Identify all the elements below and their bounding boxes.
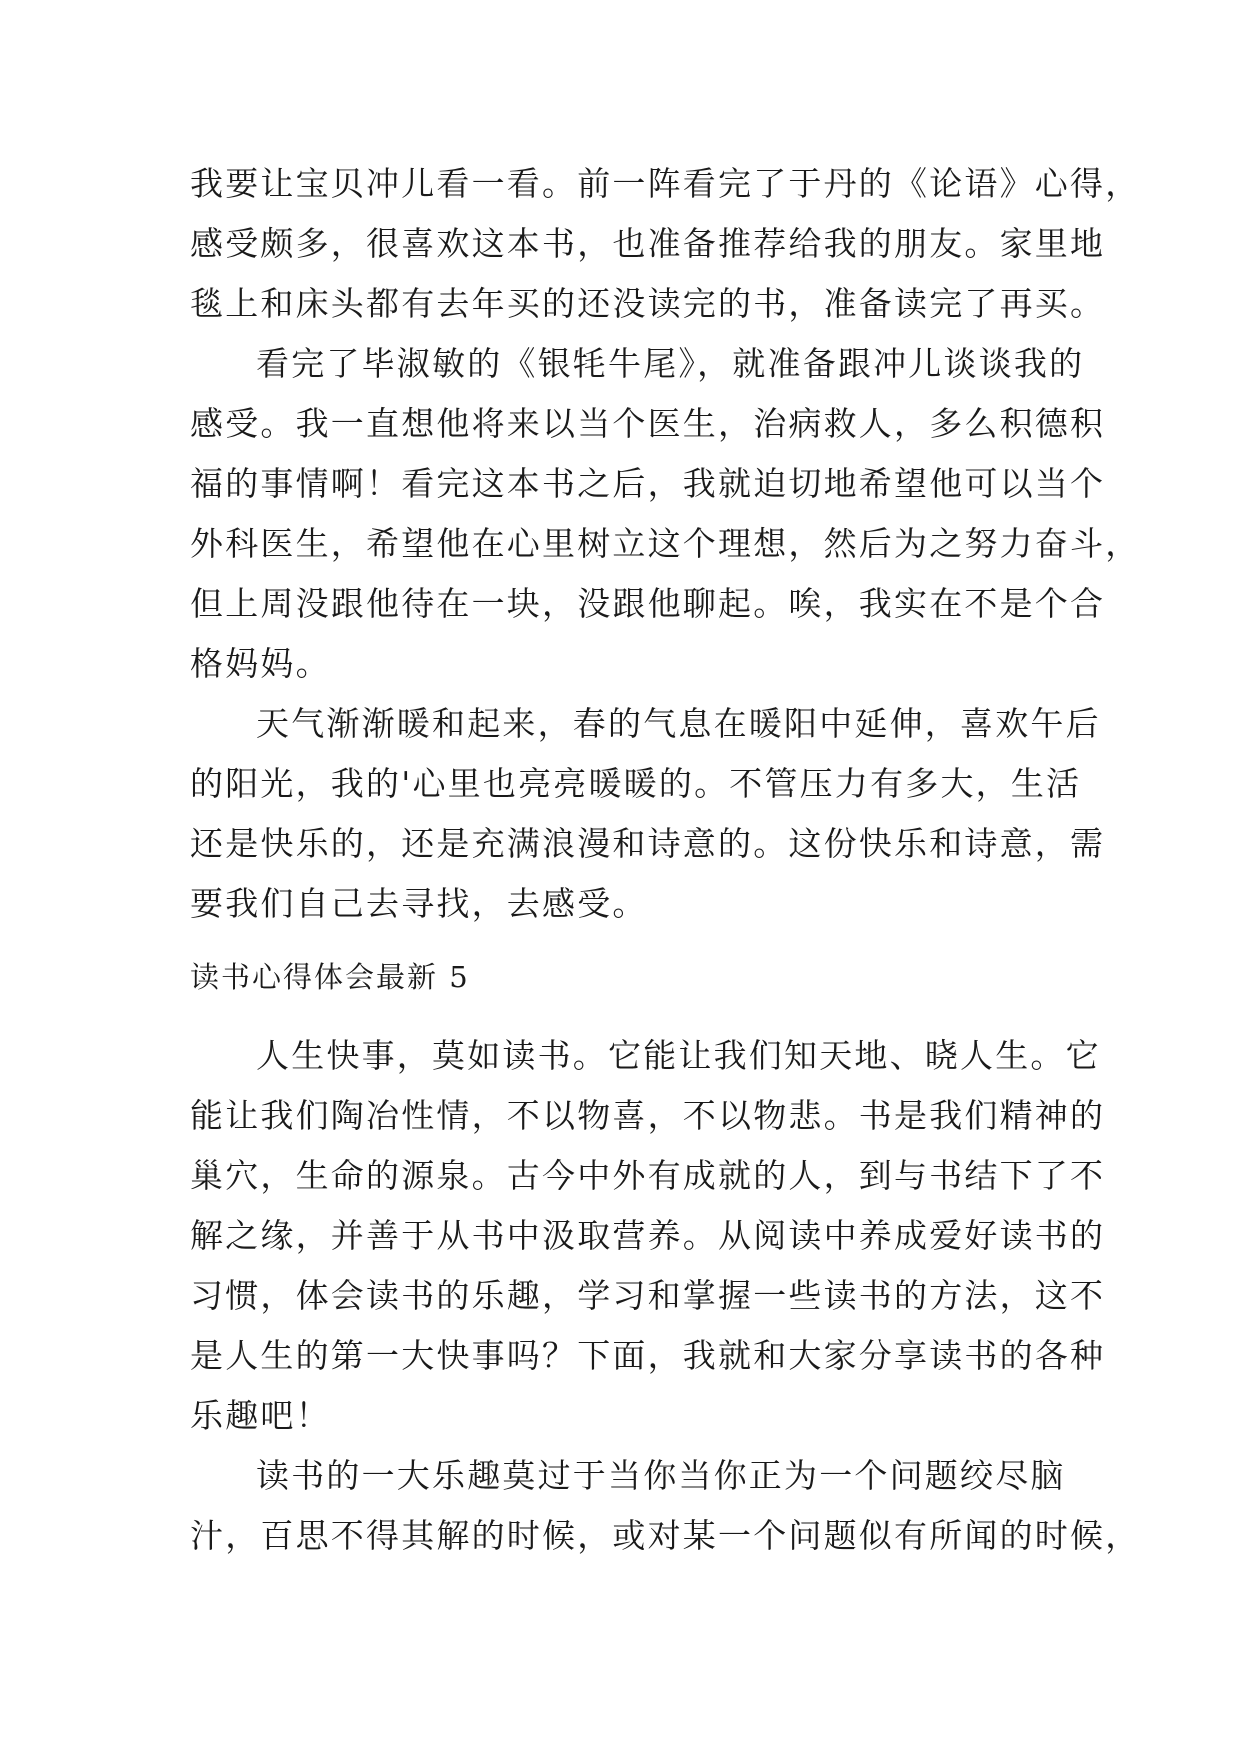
text-line: 的阳光，我的'心里也亮亮暖暖的。不管压力有多大，生活 — [190, 764, 1082, 803]
text-line: 解之缘，并善于从书中汲取营养。从阅读中养成爱好读书的 — [190, 1216, 1106, 1255]
text-line: 乐趣吧！ — [190, 1396, 331, 1435]
section-a — [190, 154, 1141, 934]
text-line: 感受颇多，很喜欢这本书，也准备推荐给我的朋友。家里地 — [190, 224, 1106, 263]
text-line: 习惯，体会读书的乐趣，学习和掌握一些读书的方法，这不 — [190, 1276, 1106, 1315]
text-line: 外科医生，希望他在心里树立这个理想，然后为之努力奋斗， — [190, 524, 1141, 563]
section-heading: 读书心得体会最新 5 — [190, 960, 470, 994]
text-line: 格妈妈。 — [190, 644, 331, 683]
text-line: 我要让宝贝冲儿看一看。前一阵看完了于丹的《论语》心得， — [190, 164, 1141, 203]
text-line: 但上周没跟他待在一块，没跟他聊起。唉，我实在不是个合 — [190, 584, 1106, 623]
text-line: 能让我们陶冶性情，不以物喜，不以物悲。书是我们精神的 — [190, 1096, 1106, 1135]
text-line: 毯上和床头都有去年买的还没读完的书，准备读完了再买。 — [190, 284, 1106, 323]
paragraph — [190, 334, 1141, 694]
text-line: 还是快乐的，还是充满浪漫和诗意的。这份快乐和诗意，需 — [190, 824, 1106, 863]
text-line: 天气渐渐暖和起来，春的气息在暖阳中延伸，喜欢午后 — [256, 704, 1101, 743]
text-line: 汁，百思不得其解的时候，或对某一个问题似有所闻的时候， — [190, 1516, 1141, 1555]
paragraph — [190, 154, 1141, 334]
text-line: 看完了毕淑敏的《银牦牛尾》，就准备跟冲儿谈谈我的 — [256, 344, 1085, 383]
text-line: 福的事情啊！看完这本书之后，我就迫切地希望他可以当个 — [190, 464, 1106, 503]
text-line: 感受。我一直想他将来以当个医生，治病救人，多么积德积 — [190, 404, 1106, 443]
text-line: 是人生的第一大快事吗？下面，我就和大家分享读书的各种 — [190, 1336, 1106, 1375]
text-line: 要我们自己去寻找，去感受。 — [190, 884, 648, 923]
paragraph — [190, 1026, 1106, 1446]
paragraph — [190, 694, 1106, 934]
text-line: 巢穴，生命的源泉。古今中外有成就的人，到与书结下了不 — [190, 1156, 1106, 1195]
section-b — [190, 1026, 1141, 1566]
text-line: 读书的一大乐趣莫过于当你当你正为一个问题绞尽脑 — [256, 1456, 1066, 1495]
text-line: 人生快事，莫如读书。它能让我们知天地、晓人生。它 — [256, 1036, 1101, 1075]
paragraph — [190, 1446, 1141, 1566]
